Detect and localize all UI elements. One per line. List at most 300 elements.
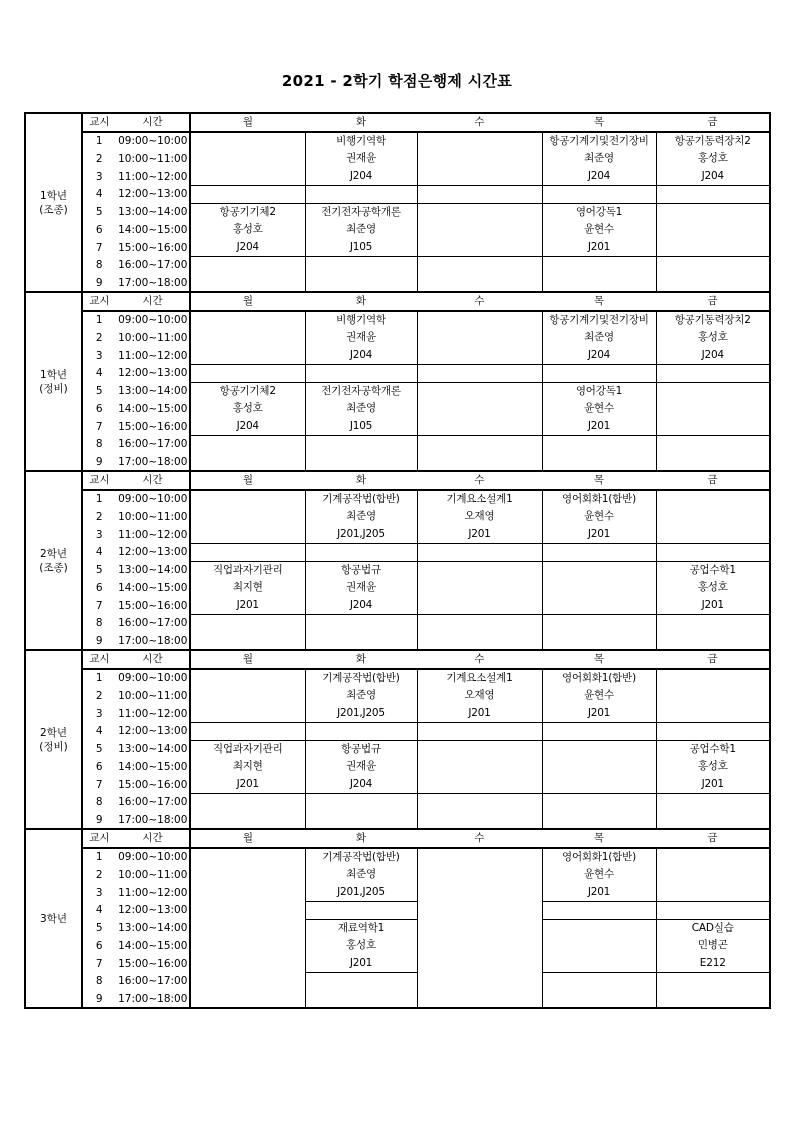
header-period: 교시 xyxy=(82,292,116,311)
class-cell xyxy=(542,615,656,651)
timetable-row xyxy=(25,203,770,221)
timetable-row xyxy=(25,650,770,669)
course-name: 항공기계기및전기장비 xyxy=(549,134,649,147)
period-number: 9 xyxy=(82,811,116,829)
class-cell xyxy=(542,973,656,1009)
room-number: J201,J205 xyxy=(337,527,385,540)
timetable-row xyxy=(25,669,770,687)
instructor-name: 홍성호 xyxy=(697,331,728,343)
class-cell xyxy=(542,902,656,920)
room-number: E212 xyxy=(699,956,726,969)
period-time: 15:00~16:00 xyxy=(116,776,190,794)
instructor-name: 최준영 xyxy=(584,331,614,343)
period-time: 11:00~12:00 xyxy=(116,705,190,723)
period-number: 2 xyxy=(95,868,103,881)
room-number: J201,J205 xyxy=(337,885,385,898)
instructor-name: 최준영 xyxy=(346,689,376,701)
class-cell xyxy=(656,186,770,204)
header-day: 화 xyxy=(305,292,417,311)
period-time: 10:00~11:00 xyxy=(116,866,190,884)
instructor-name: 최준영 xyxy=(346,868,376,880)
class-cell xyxy=(190,436,305,472)
class-cell xyxy=(190,561,305,615)
class-cell xyxy=(190,723,305,741)
timetable-row xyxy=(25,848,770,866)
class-cell xyxy=(417,436,542,472)
period-time: 11:00~12:00 xyxy=(116,526,190,544)
course-name: 항공기동력장치2 xyxy=(674,313,751,326)
instructor-name: 민병곤 xyxy=(697,939,728,951)
header-day: 목 xyxy=(542,292,656,311)
class-cell xyxy=(417,794,542,830)
period-number: 9 xyxy=(82,632,116,650)
header-day: 월 xyxy=(190,829,305,848)
timetable-row xyxy=(25,902,770,920)
course-name: 영어회화1(합반) xyxy=(562,850,636,863)
class-cell xyxy=(190,490,305,544)
period-time: 09:00~10:00 xyxy=(116,311,190,329)
header-time: 시간 xyxy=(116,650,190,669)
grade-label: 2학년 (조종) xyxy=(25,471,82,650)
period-time: 13:00~14:00 xyxy=(116,919,190,937)
room-number: J201 xyxy=(468,527,491,540)
period-time: 16:00~17:00 xyxy=(116,436,190,454)
course-name: 항공법규 xyxy=(341,742,381,755)
class-cell xyxy=(656,723,770,741)
period-time: 17:00~18:00 xyxy=(116,990,190,1008)
header-period: 교시 xyxy=(82,650,116,669)
class-cell xyxy=(542,561,656,615)
course-name: 비행기역학 xyxy=(336,313,386,326)
class-cell xyxy=(190,615,305,651)
period-time: 15:00~16:00 xyxy=(116,955,190,973)
class-cell xyxy=(305,615,417,651)
period-time: 14:00~15:00 xyxy=(116,758,190,776)
class-cell xyxy=(542,490,656,544)
period-number: 9 xyxy=(82,990,116,1008)
room-number: J105 xyxy=(349,240,373,253)
period-time: 13:00~14:00 xyxy=(116,203,190,221)
class-cell xyxy=(656,902,770,920)
class-cell xyxy=(542,723,656,741)
course-name: 전기전자공학개론 xyxy=(321,384,401,397)
class-cell xyxy=(656,132,770,186)
header-time: 시간 xyxy=(116,829,190,848)
timetable-row xyxy=(25,740,770,758)
room-number: J201 xyxy=(701,598,724,611)
class-cell xyxy=(305,436,417,472)
class-cell xyxy=(305,902,417,920)
class-cell xyxy=(542,186,656,204)
header-day: 금 xyxy=(656,650,770,669)
period-number: 7 xyxy=(95,599,103,612)
period-time: 14:00~15:00 xyxy=(116,579,190,597)
period-time: 17:00~18:00 xyxy=(116,453,190,471)
period-number: 5 xyxy=(95,205,103,218)
room-number: J201 xyxy=(349,956,373,969)
header-time: 시간 xyxy=(116,292,190,311)
class-cell xyxy=(656,203,770,257)
period-number: 6 xyxy=(95,760,103,773)
header-day: 월 xyxy=(190,650,305,669)
period-time: 09:00~10:00 xyxy=(116,848,190,866)
class-cell xyxy=(656,436,770,472)
room-number: J201 xyxy=(236,598,259,611)
header-period: 교시 xyxy=(82,113,116,132)
header-day: 월 xyxy=(190,471,305,490)
timetable-row xyxy=(25,723,770,741)
instructor-name: 최준영 xyxy=(346,402,376,414)
header-day: 화 xyxy=(305,471,417,490)
period-time: 16:00~17:00 xyxy=(116,257,190,275)
period-number: 4 xyxy=(95,546,103,559)
header-day: 금 xyxy=(656,113,770,132)
room-number: J204 xyxy=(349,777,373,790)
class-cell xyxy=(542,436,656,472)
period-time: 17:00~18:00 xyxy=(116,811,190,829)
instructor-name: 홍성호 xyxy=(346,939,376,951)
period-number: 5 xyxy=(95,563,103,576)
period-time: 15:00~16:00 xyxy=(116,239,190,257)
room-number: J204 xyxy=(587,169,611,182)
header-day: 수 xyxy=(417,292,542,311)
period-number: 5 xyxy=(95,921,103,934)
period-number: 6 xyxy=(95,402,103,415)
class-cell xyxy=(542,740,656,794)
page-title: 2021 - 2학기 학점은행제 시간표 xyxy=(281,72,513,90)
header-day: 화 xyxy=(305,113,417,132)
class-cell xyxy=(542,257,656,293)
instructor-name: 윤현수 xyxy=(584,689,614,701)
grade-label: 2학년 (정비) xyxy=(25,650,82,829)
course-name: 재료역학1 xyxy=(337,921,385,934)
instructor-name: 윤현수 xyxy=(584,868,614,880)
room-number: J204 xyxy=(349,598,373,611)
period-time: 12:00~13:00 xyxy=(116,544,190,562)
room-number: J201 xyxy=(587,527,611,540)
class-cell xyxy=(542,311,656,365)
class-cell xyxy=(305,973,417,1009)
class-cell xyxy=(656,919,770,973)
header-day: 화 xyxy=(305,829,417,848)
class-cell xyxy=(656,973,770,1009)
room-number: J204 xyxy=(701,348,724,361)
class-cell xyxy=(190,186,305,204)
class-cell xyxy=(542,203,656,257)
class-cell xyxy=(656,311,770,365)
period-time: 13:00~14:00 xyxy=(116,382,190,400)
instructor-name: 홍성호 xyxy=(697,760,728,772)
class-cell xyxy=(656,561,770,615)
room-number: J204 xyxy=(236,240,259,253)
instructor-name: 윤현수 xyxy=(584,510,614,522)
class-cell xyxy=(305,365,417,383)
period-number: 2 xyxy=(95,510,103,523)
header-period: 교시 xyxy=(82,471,116,490)
class-cell xyxy=(305,490,417,544)
class-cell xyxy=(417,723,542,741)
room-number: J201 xyxy=(587,706,611,719)
course-name: 기계요소설계1 xyxy=(446,492,513,505)
period-number: 1 xyxy=(95,313,103,326)
header-day: 금 xyxy=(656,829,770,848)
period-time: 10:00~11:00 xyxy=(116,687,190,705)
timetable-row xyxy=(25,973,770,991)
header-day: 월 xyxy=(190,113,305,132)
header-day: 수 xyxy=(417,113,542,132)
timetable-row xyxy=(25,794,770,812)
period-number: 8 xyxy=(95,438,103,451)
timetable-row xyxy=(25,113,770,132)
instructor-name: 최준영 xyxy=(346,510,376,522)
room-number: J204 xyxy=(349,348,373,361)
instructor-name: 홍성호 xyxy=(232,402,263,414)
class-cell xyxy=(417,257,542,293)
period-time: 10:00~11:00 xyxy=(116,329,190,347)
instructor-name: 홍성호 xyxy=(697,152,728,164)
course-name: 영어회화1(합반) xyxy=(562,671,636,684)
class-cell xyxy=(305,723,417,741)
header-day: 수 xyxy=(417,829,542,848)
period-number: 1 xyxy=(95,850,103,863)
timetable-row xyxy=(25,544,770,562)
header-day: 화 xyxy=(305,650,417,669)
course-name: 영어강독1 xyxy=(575,384,623,397)
period-time: 15:00~16:00 xyxy=(116,597,190,615)
course-name: 기계요소설계1 xyxy=(446,671,513,684)
room-number: J204 xyxy=(349,169,373,182)
instructor-name: 권재윤 xyxy=(346,581,376,593)
grade-label: 1학년 (조종) xyxy=(25,113,82,292)
period-time: 14:00~15:00 xyxy=(116,400,190,418)
period-number: 7 xyxy=(95,241,103,254)
instructor-name: 최준영 xyxy=(584,152,614,164)
timetable-row xyxy=(25,382,770,400)
timetable-row xyxy=(25,186,770,204)
class-cell xyxy=(190,365,305,383)
header-day: 금 xyxy=(656,292,770,311)
class-cell xyxy=(417,615,542,651)
period-number: 8 xyxy=(95,259,103,272)
class-cell xyxy=(417,186,542,204)
period-number: 1 xyxy=(95,492,103,505)
room-number: J105 xyxy=(349,419,373,432)
class-cell xyxy=(190,311,305,365)
period-time: 16:00~17:00 xyxy=(116,973,190,991)
timetable-row xyxy=(25,490,770,508)
room-number: J201 xyxy=(587,419,611,432)
class-cell xyxy=(305,186,417,204)
period-time: 13:00~14:00 xyxy=(116,561,190,579)
period-number: 5 xyxy=(95,384,103,397)
class-cell xyxy=(305,544,417,562)
instructor-name: 최준영 xyxy=(346,223,376,235)
period-number: 8 xyxy=(95,796,103,809)
period-number: 8 xyxy=(95,975,103,988)
timetable-row xyxy=(25,436,770,454)
grade-label: 1학년 (정비) xyxy=(25,292,82,471)
room-number: J201 xyxy=(701,777,724,790)
class-cell xyxy=(305,382,417,436)
course-name: 공업수학1 xyxy=(689,742,736,755)
header-day: 목 xyxy=(542,829,656,848)
period-number: 3 xyxy=(95,170,103,183)
room-number: J201,J205 xyxy=(337,706,385,719)
period-number: 6 xyxy=(95,939,103,952)
course-name: 전기전자공학개론 xyxy=(321,205,401,218)
class-cell xyxy=(305,311,417,365)
instructor-name: 윤현수 xyxy=(584,402,614,414)
class-cell xyxy=(305,740,417,794)
course-name: 기계공작법(합반) xyxy=(322,492,400,505)
period-time: 10:00~11:00 xyxy=(116,150,190,168)
room-number: J201 xyxy=(468,706,491,719)
period-number: 1 xyxy=(95,134,103,147)
course-name: 직업과자기관리 xyxy=(212,742,283,755)
period-number: 9 xyxy=(82,274,116,292)
class-cell xyxy=(417,203,542,257)
period-time: 09:00~10:00 xyxy=(116,490,190,508)
period-number: 2 xyxy=(95,331,103,344)
timetable-row xyxy=(25,311,770,329)
class-cell xyxy=(417,365,542,383)
period-time: 12:00~13:00 xyxy=(116,902,190,920)
period-number: 3 xyxy=(95,528,103,541)
course-name: 항공기기체2 xyxy=(219,384,276,397)
period-time: 17:00~18:00 xyxy=(116,632,190,650)
class-cell xyxy=(656,669,770,723)
header-day: 목 xyxy=(542,113,656,132)
class-cell xyxy=(190,669,305,723)
instructor-name: 최지현 xyxy=(232,581,263,593)
class-cell xyxy=(417,669,542,723)
course-name: CAD실습 xyxy=(691,921,734,934)
class-cell xyxy=(656,490,770,544)
period-number: 4 xyxy=(95,725,103,738)
class-cell xyxy=(542,382,656,436)
period-number: 1 xyxy=(95,671,103,684)
course-name: 직업과자기관리 xyxy=(212,563,283,576)
period-time: 16:00~17:00 xyxy=(116,794,190,812)
header-day: 월 xyxy=(190,292,305,311)
period-number: 7 xyxy=(95,957,103,970)
period-number: 3 xyxy=(95,349,103,362)
room-number: J204 xyxy=(236,419,259,432)
class-cell xyxy=(417,848,542,1009)
instructor-name: 홍성호 xyxy=(232,223,263,235)
period-number: 4 xyxy=(95,188,103,201)
class-cell xyxy=(190,848,305,1009)
class-cell xyxy=(417,382,542,436)
period-number: 3 xyxy=(95,707,103,720)
period-number: 2 xyxy=(95,152,103,165)
timetable-row xyxy=(25,471,770,490)
timetable-row xyxy=(25,829,770,848)
room-number: J201 xyxy=(236,777,259,790)
instructor-name: 오재영 xyxy=(464,510,495,522)
period-time: 09:00~10:00 xyxy=(116,132,190,150)
timetable-row xyxy=(25,365,770,383)
class-cell xyxy=(305,203,417,257)
course-name: 기계공작법(합반) xyxy=(322,850,400,863)
period-time: 13:00~14:00 xyxy=(116,740,190,758)
course-name: 항공기동력장치2 xyxy=(674,134,751,147)
class-cell xyxy=(190,257,305,293)
period-time: 12:00~13:00 xyxy=(116,365,190,383)
timetable-row xyxy=(25,919,770,937)
instructor-name: 윤현수 xyxy=(584,223,614,235)
period-number: 4 xyxy=(95,904,103,917)
class-cell xyxy=(542,365,656,383)
class-cell xyxy=(190,544,305,562)
instructor-name: 권재윤 xyxy=(346,760,376,772)
instructor-name: 오재영 xyxy=(464,689,495,701)
timetable-row xyxy=(25,561,770,579)
period-number: 6 xyxy=(95,223,103,236)
period-time: 11:00~12:00 xyxy=(116,347,190,365)
class-cell xyxy=(656,848,770,902)
class-cell xyxy=(305,669,417,723)
class-cell xyxy=(656,365,770,383)
class-cell xyxy=(305,561,417,615)
class-cell xyxy=(417,740,542,794)
class-cell xyxy=(417,132,542,186)
class-cell xyxy=(190,382,305,436)
class-cell xyxy=(417,561,542,615)
course-name: 영어회화1(합반) xyxy=(562,492,636,505)
period-number: 4 xyxy=(95,367,103,380)
class-cell xyxy=(542,919,656,973)
class-cell xyxy=(656,257,770,293)
course-name: 공업수학1 xyxy=(689,563,736,576)
header-day: 금 xyxy=(656,471,770,490)
period-time: 09:00~10:00 xyxy=(116,669,190,687)
period-time: 17:00~18:00 xyxy=(116,274,190,292)
course-name: 기계공작법(합반) xyxy=(322,671,400,684)
course-name: 영어강독1 xyxy=(575,205,623,218)
course-name: 항공기기체2 xyxy=(219,205,276,218)
class-cell xyxy=(656,382,770,436)
course-name: 항공법규 xyxy=(341,563,381,576)
class-cell xyxy=(190,203,305,257)
class-cell xyxy=(417,490,542,544)
instructor-name: 권재윤 xyxy=(346,331,376,343)
course-name: 항공기계기및전기장비 xyxy=(549,313,649,326)
timetable-row xyxy=(25,615,770,633)
class-cell xyxy=(656,615,770,651)
header-day: 목 xyxy=(542,650,656,669)
room-number: J204 xyxy=(701,169,724,182)
class-cell xyxy=(542,669,656,723)
class-cell xyxy=(542,132,656,186)
period-time: 11:00~12:00 xyxy=(116,884,190,902)
period-time: 16:00~17:00 xyxy=(116,615,190,633)
class-cell xyxy=(656,794,770,830)
class-cell xyxy=(656,544,770,562)
timetable-row xyxy=(25,132,770,150)
class-cell xyxy=(305,257,417,293)
class-cell xyxy=(190,132,305,186)
timetable-row xyxy=(25,257,770,275)
period-number: 7 xyxy=(95,778,103,791)
class-cell xyxy=(190,794,305,830)
period-time: 15:00~16:00 xyxy=(116,418,190,436)
period-number: 8 xyxy=(95,617,103,630)
header-day: 수 xyxy=(417,650,542,669)
class-cell xyxy=(305,132,417,186)
instructor-name: 최지현 xyxy=(232,760,263,772)
class-cell xyxy=(542,544,656,562)
